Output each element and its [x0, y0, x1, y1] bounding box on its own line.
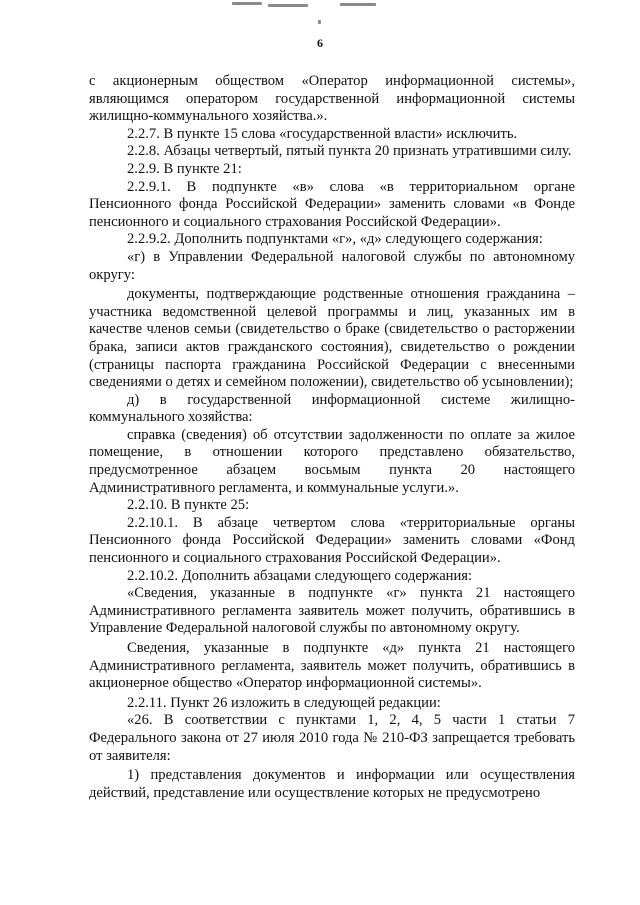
- paragraph: 2.2.8. Абзацы четвертый, пятый пункта 20 признать утратившими силу.: [127, 143, 572, 160]
- document-body: [89, 73, 575, 802]
- paragraph: «26. В соответствии с пунктами 1, 2, 4, 5 части 1 статьи 7 Федерального закона от 27 июля 2010 года № 210-ФЗ запрещается требовать от заявителя:: [89, 712, 575, 764]
- paragraph: «Сведения, указанные в подпункте «г» пункта 21 настоящего Административного регламента заявитель может получить, обратившись в Управление Федеральной налоговой службы по автономному округу.: [89, 585, 575, 637]
- paragraph: справка (сведения) об отсутствии задолженности по оплате за жилое помещение, в отношении которого представлено обязательство, предусмотренное абзацем восьмым пункта 20 настоящего Административного регламента, и коммунальные услуги.».: [89, 426, 575, 496]
- paragraph: 1) представления документов и информации или осуществления действий, представление или осуществление которых не предусмотрено: [89, 767, 575, 801]
- paragraph: д) в государственной информационной системе жилищно-коммунального хозяйства:: [89, 391, 575, 426]
- paragraph: 2.2.11. Пункт 26 изложить в следующей редакции:: [127, 694, 441, 711]
- paragraph: с акционерным обществом «Оператор информационной системы», являющимся оператором государственной информационной системы жилищно-коммунального хозяйства.».: [89, 73, 575, 125]
- paragraph: 2.2.9. В пункте 21:: [127, 160, 242, 177]
- scan-artifact: [340, 3, 376, 6]
- paragraph: 2.2.10.2. Дополнить абзацами следующего содержания:: [127, 567, 473, 584]
- paragraph: документы, подтверждающие родственные отношения гражданина – участника ведомственной целевой программы и лиц, указанных им в качестве членов семьи (свидетельство о браке (свидетельство о расторжении брака, записи актов гражданского состояния), свидетельство о рождении (страницы паспорта гражданина Российской Федерации с внесенными сведениями о детях и семейном положении), свидетельство об усыновлении);: [89, 286, 575, 391]
- paragraph: 2.2.7. В пункте 15 слова «государственной власти» исключить.: [127, 125, 518, 142]
- paragraph: 2.2.10. В пункте 25:: [127, 497, 250, 514]
- page-number: 6: [317, 36, 323, 50]
- paragraph: 2.2.9.2. Дополнить подпунктами «г», «д» следующего содержания:: [127, 231, 543, 248]
- paragraph: Сведения, указанные в подпункте «д» пункта 21 настоящего Административного регламента, заявитель может получить, обратившись в акционерное общество «Оператор информационной системы».: [89, 640, 575, 692]
- scan-artifact: [318, 20, 321, 24]
- paragraph: «г) в Управлении Федеральной налоговой службы по автономному округу:: [89, 248, 575, 283]
- scan-artifact: [232, 2, 262, 5]
- paragraph: 2.2.9.1. В подпункте «в» слова «в территориальном органе Пенсионного фонда Российской Федерации» заменить словами «в Фонде пенсионного и социального страхования Российской Федерации».: [89, 178, 575, 230]
- scan-artifact: [268, 4, 308, 7]
- paragraph: 2.2.10.1. В абзаце четвертом слова «территориальные органы Пенсионного фонда Российской Федерации» заменить словами «Фонд пенсионного и социального страхования Российской Федерации».: [89, 514, 575, 567]
